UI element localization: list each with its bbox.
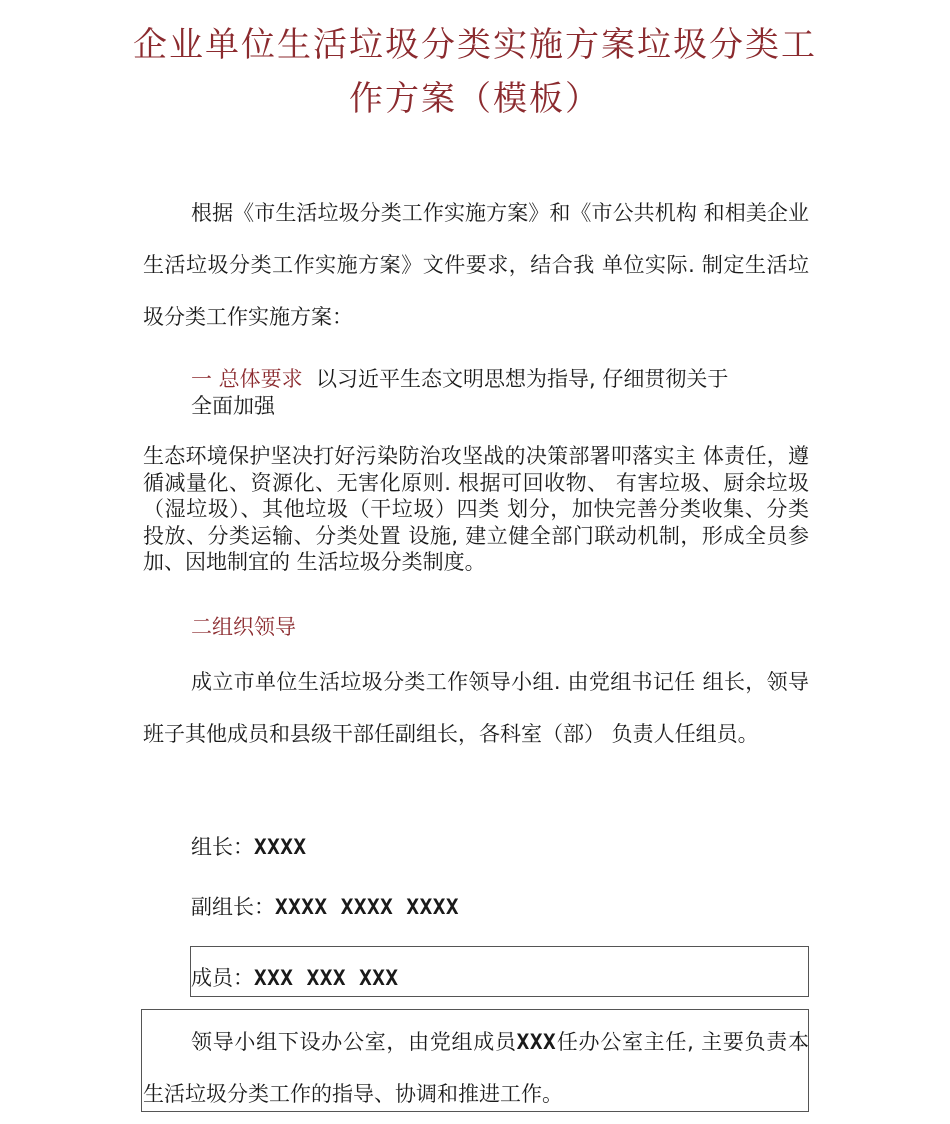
deputy-label: 副组长： xyxy=(191,895,275,919)
deputy-line xyxy=(191,892,459,922)
office-text-pre: 领导小组下设办公室，由党组成员 xyxy=(191,1030,517,1054)
section-1-body: 生态环境保护坚决打好污染防治攻坚战的决策部署叩落实主 体责任，遵循减量化、资源化、无害化原则. 根据可回收物、 有害垃圾、厨余垃圾（湿垃圾）、其他垃圾（干垃圾）四类 划分，加快完善分类收集、分类投放、分类运输、分类处置 设施, 建立健全部门联动机制，形成全员参加、因地制宜的 生活垃圾分类制度。 xyxy=(143,444,809,574)
title-line-1: 企业单位生活垃圾分类实施方案垃圾分类工 xyxy=(133,25,817,65)
members-label: 成员： xyxy=(191,966,254,990)
office-text-post: 任办公室主任, 主要负责本生活垃圾分类工作的指导、协调和推进工作。 xyxy=(143,1030,809,1106)
leader-value: XXXX xyxy=(254,835,307,859)
document-title xyxy=(130,18,820,126)
section-1-heading: 一 总体要求 xyxy=(191,367,303,391)
office-name: XXX xyxy=(516,1030,557,1054)
section-2-heading: 二组织领导 xyxy=(191,615,296,639)
members-line xyxy=(191,963,399,993)
leader-line xyxy=(191,832,307,862)
title-line-2: 作方案（模板） xyxy=(349,79,601,119)
section-2-body: 成立市单位生活垃圾分类工作领导小组. 由党组书记任 组长，领导班子其他成员和县级干部任副组长，各科室（部） 负责人任组员。 xyxy=(143,670,809,746)
section-1-lead-line xyxy=(191,366,728,392)
leader-label: 组长： xyxy=(191,835,254,859)
deputy-value: XXXX XXXX XXXX xyxy=(275,895,460,919)
members-value: XXX XXX XXX xyxy=(254,966,399,990)
intro-paragraph: 根据《市生活垃圾分类工作实施方案》和《市公共机构 和相美企业生活垃圾分类工作实施方案》文件要求，结合我 单位实际. 制定生活垃圾分类工作实施方案： xyxy=(143,201,809,329)
office-paragraph xyxy=(143,1016,809,1120)
section-1-lead-line-2: 全面加强 xyxy=(191,394,275,418)
section-1-lead: 以习近平生态文明思想为指导, 仔细贯彻关于 xyxy=(316,367,729,391)
